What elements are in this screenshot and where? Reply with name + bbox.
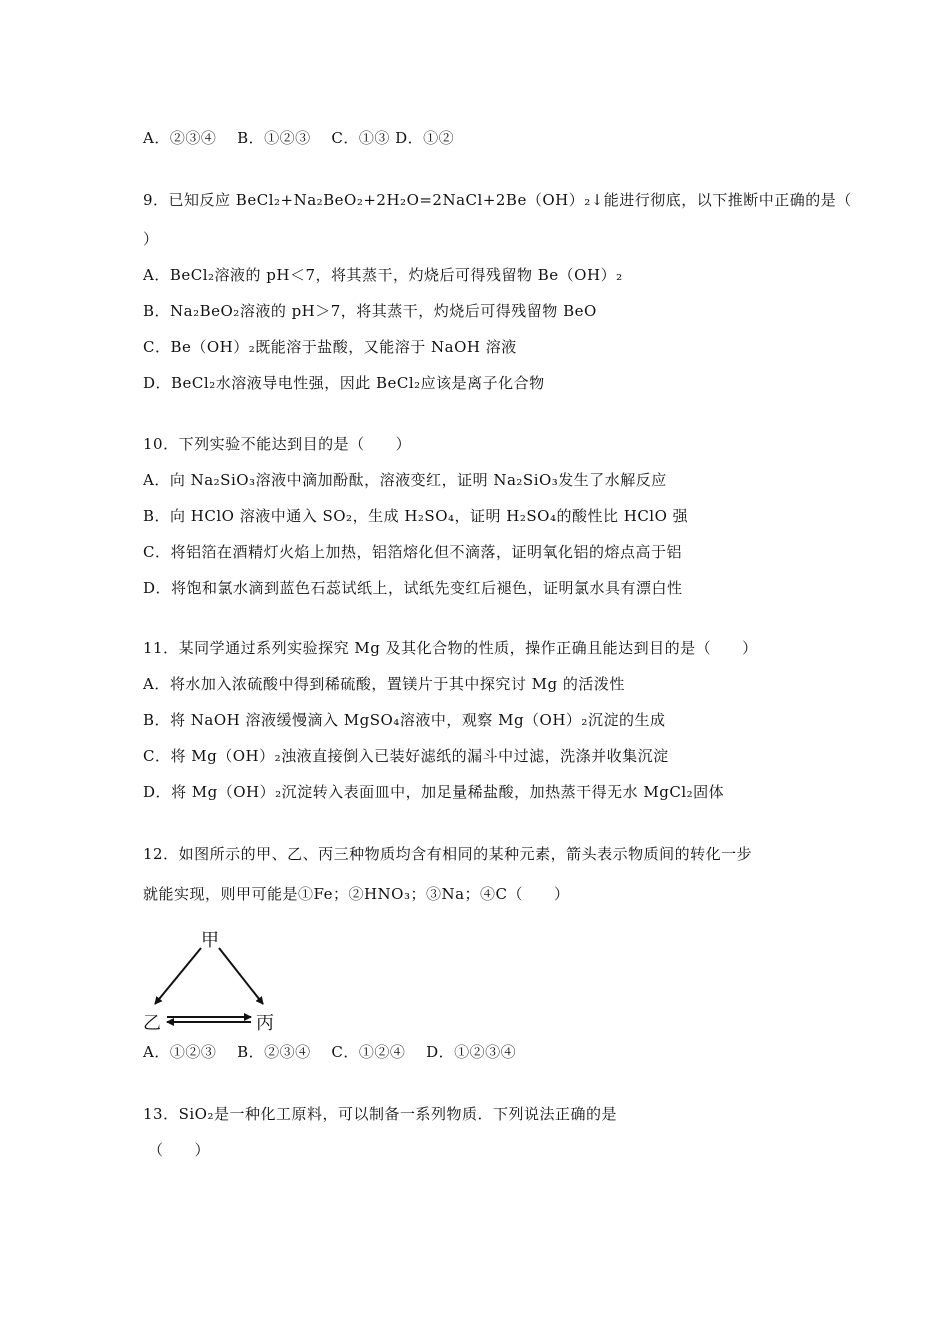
- q11-option-c: C．将 Mg（OH）₂浊液直接倒入已装好滤纸的漏斗中过滤，洗涤并收集沉淀: [143, 747, 669, 765]
- q8-options: A．②③④ B．①②③ C．①③ D．①②: [143, 129, 455, 147]
- q11-option-b: B．将 NaOH 溶液缓慢滴入 MgSO₄溶液中，观察 Mg（OH）₂沉淀的生成: [143, 711, 666, 729]
- q12-stem: 12．如图所示的甲、乙、丙三种物质均含有相同的某种元素，箭头表示物质间的转化一步: [143, 845, 753, 863]
- conversion-triangle-diagram: [143, 926, 278, 1036]
- arrow-jia-to-yi: [155, 948, 201, 1004]
- q12-options: A．①②③ B．②③④ C．①②④ D．①②③④: [143, 1043, 517, 1061]
- q10-option-b: B．向 HClO 溶液中通入 SO₂，生成 H₂SO₄，证明 H₂SO₄的酸性比 HClO 强: [143, 507, 689, 525]
- q10-option-a: A．向 Na₂SiO₃溶液中滴加酚酞，溶液变红，证明 Na₂SiO₃发生了水解反应: [143, 471, 667, 489]
- q9-stem: 9．已知反应 BeCl₂+Na₂BeO₂+2H₂O=2NaCl+2Be（OH）₂↓能进行彻底，以下推断中正确的是（: [143, 191, 852, 209]
- q13-stem: 13．SiO₂是一种化工原料，可以制备一系列物质．下列说法正确的是: [143, 1105, 617, 1123]
- q11-stem: 11．某同学通过系列实验探究 Mg 及其化合物的性质，操作正确且能达到目的是（ ）: [143, 639, 758, 657]
- q10-stem: 10．下列实验不能达到目的是（ ）: [143, 435, 412, 453]
- q9-stem-cont: ）: [143, 230, 159, 248]
- q10-option-c: C．将铝箔在酒精灯火焰上加热，铝箔熔化但不滴落，证明氧化铝的熔点高于铝: [143, 543, 682, 561]
- q9-option-d: D．BeCl₂水溶液导电性强，因此 BeCl₂应该是离子化合物: [143, 374, 545, 392]
- q12-stem-cont: 就能实现，则甲可能是①Fe；②HNO₃；③Na；④C（ ）: [143, 885, 570, 903]
- q11-option-d: D．将 Mg（OH）₂沉淀转入表面皿中，加足量稀盐酸，加热蒸干得无水 MgCl₂固体: [143, 783, 725, 801]
- q9-option-b: B．Na₂BeO₂溶液的 pH＞7，将其蒸干，灼烧后可得残留物 BeO: [143, 302, 597, 320]
- q10-option-d: D．将饱和氯水滴到蓝色石蕊试纸上，试纸先变红后褪色，证明氯水具有漂白性: [143, 579, 683, 597]
- diagram-label-bing: 丙: [256, 1013, 274, 1034]
- arrow-jia-to-bing: [219, 948, 263, 1004]
- q13-stem-cont: （ ）: [148, 1141, 211, 1159]
- diagram-label-yi: 乙: [143, 1013, 161, 1034]
- diagram-label-jia: 甲: [201, 930, 219, 951]
- q11-option-a: A．将水加入浓硫酸中得到稀硫酸，置镁片于其中探究讨 Mg 的活泼性: [143, 675, 625, 693]
- q9-option-a: A．BeCl₂溶液的 pH＜7，将其蒸干，灼烧后可得残留物 Be（OH）₂: [143, 266, 623, 284]
- q9-option-c: C．Be（OH）₂既能溶于盐酸，又能溶于 NaOH 溶液: [143, 338, 517, 356]
